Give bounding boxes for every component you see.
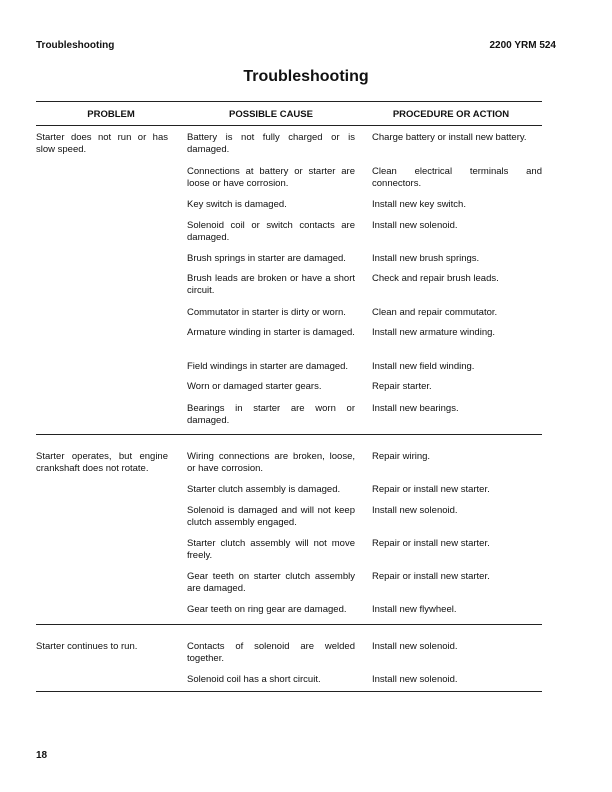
possible-cause: Armature winding in starter is damaged. xyxy=(187,327,355,338)
procedure-action: Install new key switch. xyxy=(372,199,466,210)
procedure-action: Install new armature winding. xyxy=(372,327,496,338)
procedure-action: Install new solenoid. xyxy=(372,220,458,231)
possible-cause: Gear teeth on ring gear are damaged. xyxy=(187,604,347,615)
procedure-action: Repair or install new starter. xyxy=(372,571,490,582)
column-header-action: PROCEDURE OR ACTION xyxy=(392,109,510,120)
possible-cause: Commutator in starter is dirty or worn. xyxy=(187,307,346,318)
procedure-action: Clean and repair commutator. xyxy=(372,307,498,318)
possible-cause: Battery is not fully charged or is damaged. xyxy=(187,132,355,155)
group-divider-rule xyxy=(36,624,542,625)
procedure-action: Repair or install new starter. xyxy=(372,484,490,495)
procedure-action: Install new bearings. xyxy=(372,403,459,414)
possible-cause: Gear teeth on starter clutch assembly are damaged. xyxy=(187,571,355,594)
possible-cause: Worn or damaged starter gears. xyxy=(187,381,322,392)
procedure-action: Check and repair brush leads. xyxy=(372,273,499,284)
procedure-action: Repair wiring. xyxy=(372,451,431,462)
problem-text: Starter does not run or has slow speed. xyxy=(36,132,168,155)
problem-text: Starter operates, but engine crankshaft does not rotate. xyxy=(36,451,168,474)
procedure-action: Clean electrical terminals and connectors. xyxy=(372,166,542,189)
possible-cause: Solenoid coil has a short circuit. xyxy=(187,674,321,685)
page-title: Troubleshooting xyxy=(243,68,369,85)
page-number: 18 xyxy=(36,750,48,761)
possible-cause: Key switch is damaged. xyxy=(187,199,287,210)
group-divider-rule xyxy=(36,691,542,692)
procedure-action: Repair starter. xyxy=(372,381,432,392)
column-header-cause: POSSIBLE CAUSE xyxy=(229,109,313,120)
possible-cause: Contacts of solenoid are welded together. xyxy=(187,641,355,664)
running-header-doc-code: 2200 YRM 524 xyxy=(489,40,556,51)
possible-cause: Brush springs in starter are damaged. xyxy=(187,253,346,264)
table-header-rule xyxy=(36,125,542,126)
procedure-action: Install new solenoid. xyxy=(372,505,458,516)
procedure-action: Install new field winding. xyxy=(372,361,475,372)
possible-cause: Starter clutch assembly will not move freely. xyxy=(187,538,355,561)
possible-cause: Solenoid is damaged and will not keep clutch assembly engaged. xyxy=(187,505,355,528)
procedure-action: Install new brush springs. xyxy=(372,253,480,264)
possible-cause: Brush leads are broken or have a short circuit. xyxy=(187,273,355,296)
possible-cause: Connections at battery or starter are loose or have corrosion. xyxy=(187,166,355,189)
procedure-action: Install new solenoid. xyxy=(372,641,458,652)
procedure-action: Repair or install new starter. xyxy=(372,538,490,549)
procedure-action: Install new flywheel. xyxy=(372,604,457,615)
table-top-rule xyxy=(36,101,542,102)
procedure-action: Charge battery or install new battery. xyxy=(372,132,527,143)
possible-cause: Solenoid coil or switch contacts are damaged. xyxy=(187,220,355,243)
problem-text: Starter continues to run. xyxy=(36,641,138,652)
column-header-problem: PROBLEM xyxy=(87,109,135,120)
possible-cause: Wiring connections are broken, loose, or have corrosion. xyxy=(187,451,355,474)
group-divider-rule xyxy=(36,434,542,435)
possible-cause: Bearings in starter are worn or damaged. xyxy=(187,403,355,426)
procedure-action: Install new solenoid. xyxy=(372,674,458,685)
running-header-section: Troubleshooting xyxy=(36,40,115,51)
possible-cause: Field windings in starter are damaged. xyxy=(187,361,349,372)
possible-cause: Starter clutch assembly is damaged. xyxy=(187,484,341,495)
